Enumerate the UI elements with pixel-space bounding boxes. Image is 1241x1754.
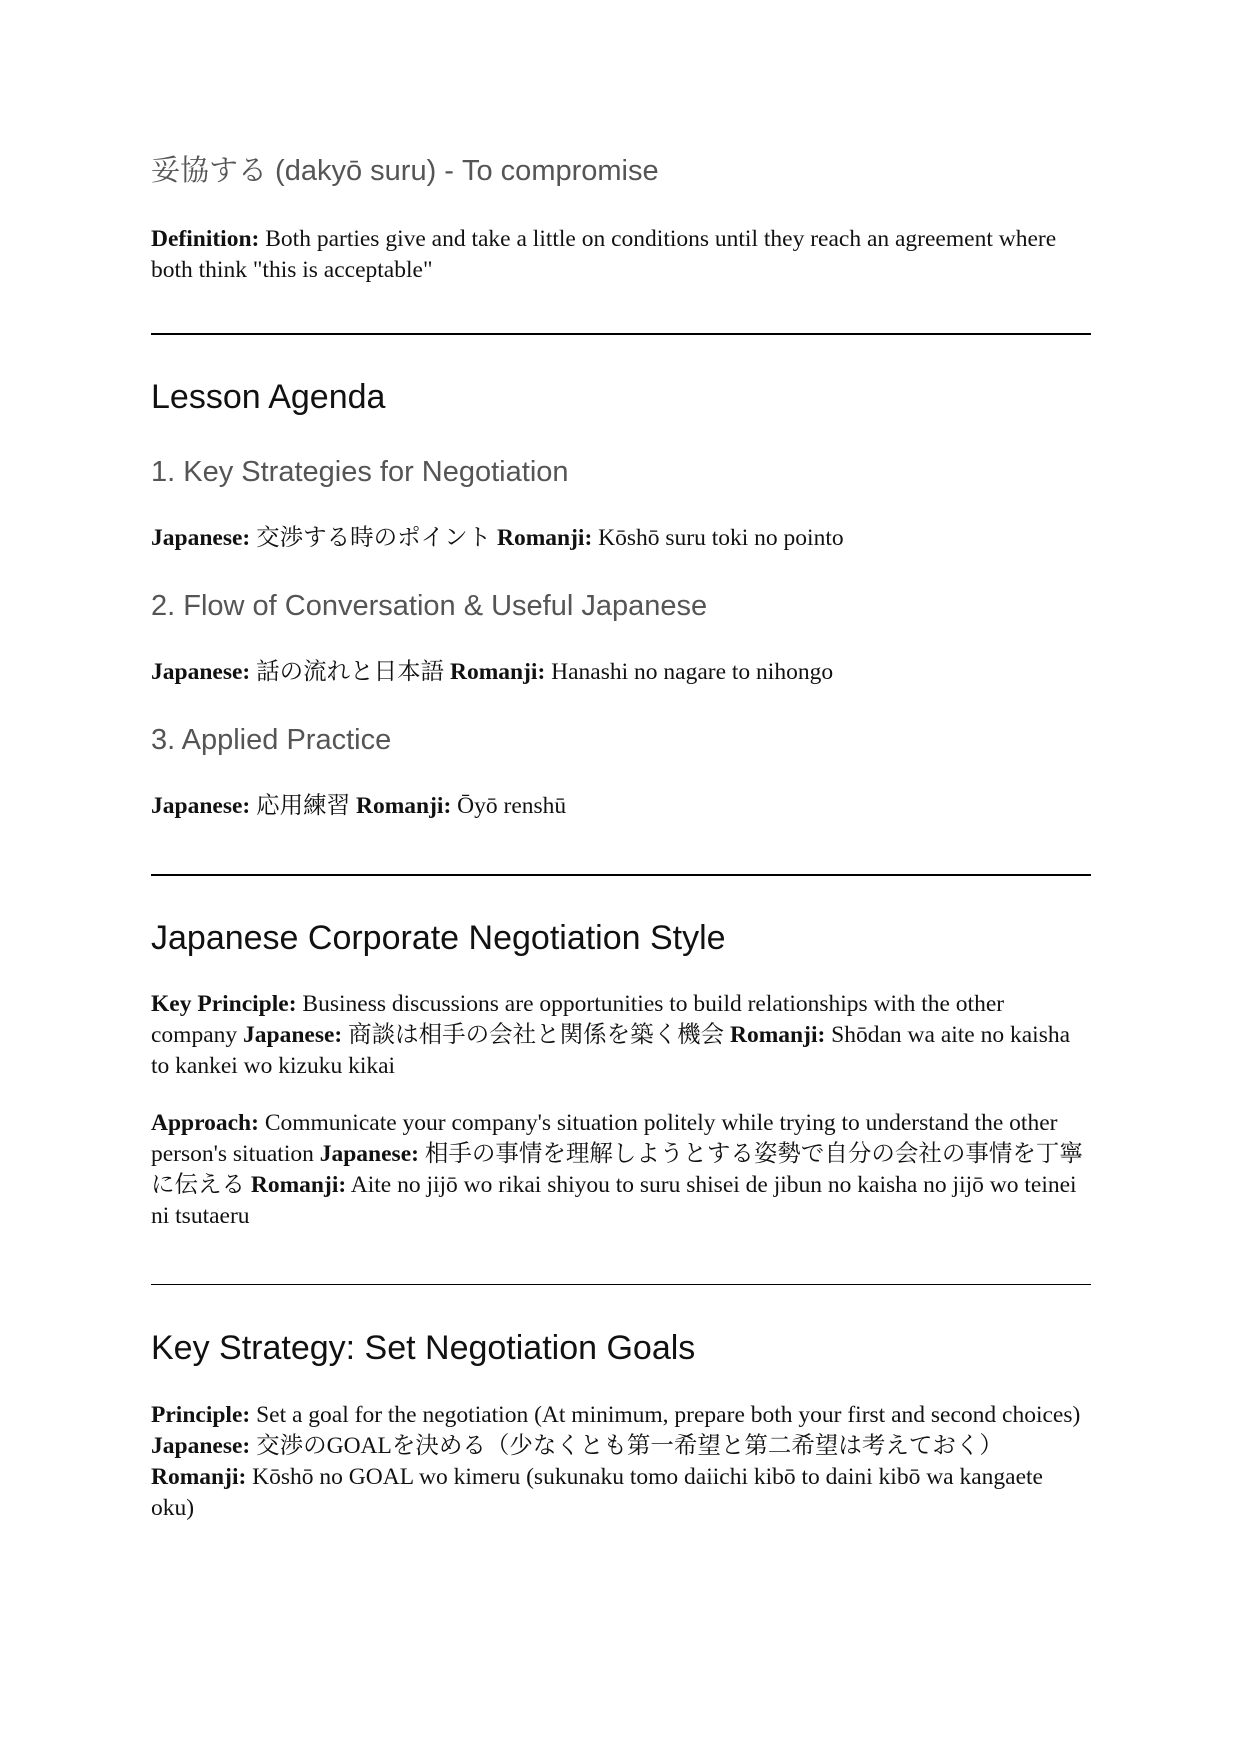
agenda-item-3-title: 3. Applied Practice [151, 724, 392, 756]
key-principle-label: Key Principle: [151, 991, 297, 1017]
agenda-item-2-detail [151, 657, 1091, 688]
japanese-label: Japanese: [151, 1433, 251, 1459]
romanji-text: Kōshō no GOAL wo kimeru (sukunaku tomo daiichi kibō to daini kibō wa kangaete oku) [151, 1464, 1043, 1521]
strategy-principle-paragraph [151, 1400, 1091, 1524]
japanese-text: 交渉する時のポイント [250, 525, 497, 551]
romanji-label: Romanji: [730, 1022, 826, 1048]
approach-label: Approach: [151, 1110, 259, 1136]
lesson-agenda-heading: Lesson Agenda [151, 378, 386, 416]
japanese-label: Japanese: [151, 793, 251, 819]
romanji-text: Aite no jijō wo rikai shiyou to suru shisei de jibun no kaisha no jijō wo teinei ni tsutaeru [151, 1172, 1077, 1229]
key-principle-paragraph [151, 989, 1091, 1082]
definition-paragraph [151, 224, 1091, 286]
key-principle-text: Business discussions are opportunities to build relationships with the other company [151, 991, 1005, 1048]
japanese-text: 交渉のGOALを決める（少なくとも第一希望と第二希望は考えておく） [250, 1433, 1003, 1459]
definition-text: Both parties give and take a little on conditions until they reach an agreement where both think "this is acceptable" [151, 226, 1057, 283]
principle-text: Set a goal for the negotiation (At minimum, prepare both your first and second choices) [250, 1402, 1081, 1428]
romanji-text: Kōshō suru toki no pointo [592, 525, 844, 551]
romanji-label: Romanji: [496, 525, 593, 551]
principle-label: Principle: [151, 1402, 251, 1428]
approach-text: Communicate your company's situation politely while trying to understand the other person's situation [151, 1110, 1058, 1167]
approach-paragraph [151, 1108, 1091, 1232]
romanji-label: Romanji: [250, 1172, 347, 1198]
japanese-text: 相手の事情を理解しようとする姿勢で自分の会社の事情を丁寧に伝える [151, 1141, 1083, 1198]
japanese-label: Japanese: [243, 1022, 343, 1048]
agenda-item-1-detail [151, 523, 1091, 554]
negotiation-style-heading: Japanese Corporate Negotiation Style [151, 919, 726, 957]
japanese-label: Japanese: [151, 525, 251, 551]
section-divider [151, 333, 1091, 335]
japanese-label: Japanese: [319, 1141, 419, 1167]
romanji-label: Romanji: [151, 1464, 247, 1490]
japanese-text: 商談は相手の会社と関係を築く機会 [342, 1022, 730, 1048]
romanji-text: Hanashi no nagare to nihongo [545, 659, 834, 685]
agenda-item-1-title: 1. Key Strategies for Negotiation [151, 456, 569, 488]
romanji-text: Ōyō renshū [451, 793, 567, 819]
agenda-item-3-detail [151, 791, 1091, 822]
japanese-label: Japanese: [151, 659, 251, 685]
section-divider [151, 874, 1091, 876]
section-divider [151, 1284, 1091, 1285]
romanji-label: Romanji: [449, 659, 546, 685]
term-heading: 妥協する (dakyō suru) - To compromise [151, 155, 659, 187]
romanji-text: Shōdan wa aite no kaisha to kankei wo kizuku kikai [151, 1022, 1071, 1079]
agenda-item-2-title: 2. Flow of Conversation & Useful Japanese [151, 590, 708, 622]
strategy-heading: Key Strategy: Set Negotiation Goals [151, 1329, 696, 1367]
japanese-text: 応用練習 [250, 793, 356, 819]
romanji-label: Romanji: [355, 793, 452, 819]
definition-label: Definition: [151, 226, 260, 252]
japanese-text: 話の流れと日本語 [250, 659, 450, 685]
